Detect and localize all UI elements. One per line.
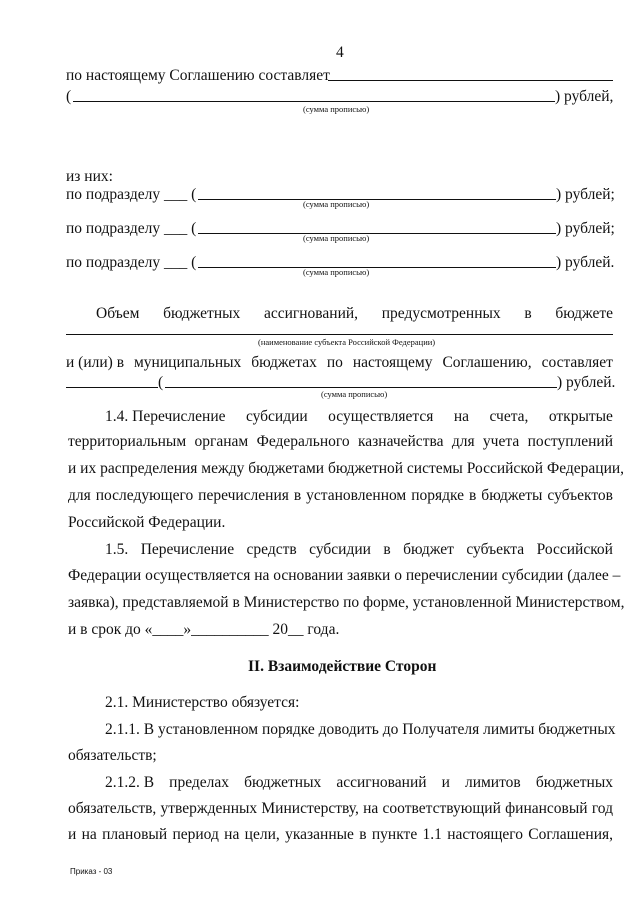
p14-word: счета, — [489, 408, 529, 425]
amount-caption: (сумма прописью) — [303, 104, 370, 114]
region-name-caption: (наименование субъекта Российской Федерации) — [258, 337, 436, 347]
budget-word: настоящему — [352, 354, 433, 371]
subsection-row-caption: (сумма прописью) — [303, 267, 370, 277]
budget-word: Соглашению, — [442, 354, 532, 371]
p14-line-1 — [105, 408, 613, 426]
p212-word: бюджетных — [244, 774, 322, 791]
p15-word: Российской — [536, 541, 613, 558]
subsection-row-label: по подразделу ___ ( — [66, 186, 197, 203]
p15-word: средств — [246, 541, 297, 558]
p212-word: ассигнований — [336, 774, 427, 791]
budget-word: бюджетных — [163, 305, 241, 322]
budget-word: составляет — [541, 354, 613, 371]
p212-line-2: обязательств, утвержденных Министерству, на соответствующий финансовый год — [68, 800, 613, 817]
p212-line-1 — [105, 774, 613, 792]
subsections-intro: из них: — [66, 168, 113, 185]
p15-word: субъекта — [466, 541, 525, 558]
budget-word: муниципальных — [134, 354, 242, 371]
p211-line-1: 2.1.1. В установленном порядке доводить до Получателя лимиты бюджетных — [105, 721, 616, 738]
subsection-row-label: по подразделу ___ ( — [66, 254, 197, 271]
p15-line-3: заявка), представляемой в Министерство по форме, установленной Министерством, — [68, 594, 625, 611]
p15-word: бюджет — [403, 541, 454, 558]
subsection-row-caption: (сумма прописью) — [303, 199, 370, 209]
p212-word: бюджетных — [535, 774, 613, 791]
p212-line-3: и на плановый период на цели, указанные в пункте 1.1 настоящего Соглашения, — [68, 826, 613, 843]
p14-line-3: и их распределения между бюджетами бюджетной системы Российской Федерации, — [68, 460, 625, 477]
budget-line-1 — [96, 305, 613, 323]
p14-word: открытые — [548, 408, 613, 425]
budget-word: Объем — [96, 305, 140, 322]
budget-word: предусмотренных — [381, 305, 501, 322]
budget-sum-rule — [165, 387, 557, 388]
budget-word: в — [524, 305, 532, 322]
amount-sum-rule — [73, 101, 555, 102]
amount-line-label: по настоящему Соглашению составляет — [66, 67, 330, 84]
subsection-row-rule — [198, 199, 556, 200]
p15-line-4: и в срок до «____»__________ 20__ года. — [68, 621, 340, 638]
p14-line-2: территориальным органам Федерального казначейства для учета поступлений — [68, 433, 613, 450]
subsection-row-rule — [198, 233, 556, 234]
region-name-rule — [66, 334, 613, 335]
budget-prefix-rule — [66, 387, 158, 388]
section-heading: II. Взаимодействие Сторон — [248, 658, 437, 675]
page-number: 4 — [336, 44, 344, 61]
amount-open-paren: ( — [66, 88, 72, 105]
amount-close: ) рублей, — [555, 88, 614, 105]
budget-word: и (или) в — [66, 354, 125, 371]
p15-word: субсидии — [309, 541, 371, 558]
p212-word: лимитов — [464, 774, 521, 791]
p15-word: Перечисление — [140, 541, 235, 558]
p21-text: 2.1. Министерство обязуется: — [105, 694, 300, 711]
budget-word: ассигнований, — [263, 305, 359, 322]
amount-blank-rule — [328, 80, 613, 81]
budget-line-2 — [66, 354, 613, 372]
subsection-row-close: ) рублей; — [556, 186, 615, 203]
budget-word: бюджетах — [251, 354, 317, 371]
p14-word: субсидии — [245, 408, 308, 425]
budget-close: ) рублей. — [557, 374, 616, 391]
subsection-row-close: ) рублей; — [556, 220, 615, 237]
p14-word: 1.4. Перечисление — [105, 408, 226, 425]
p212-word: и — [441, 774, 450, 791]
subsection-row-close: ) рублей. — [556, 254, 615, 271]
subsection-row-label: по подразделу ___ ( — [66, 220, 197, 237]
footer-label: Приказ - 03 — [70, 867, 113, 876]
p212-word: пределах — [169, 774, 230, 791]
p14-word: на — [453, 408, 470, 425]
p15-line-2: Федерации осуществляется на основании заявки о перечислении субсидии (далее – — [68, 567, 621, 584]
p211-line-2: обязательств; — [68, 747, 157, 764]
p15-word: в — [383, 541, 391, 558]
subsection-row-rule — [198, 267, 556, 268]
p14-line-5: Российской Федерации. — [68, 514, 226, 531]
budget-word: по — [326, 354, 343, 371]
p15-word: 1.5. — [105, 541, 129, 558]
p15-line-1 — [105, 541, 613, 559]
budget-sum-caption: (сумма прописью) — [321, 389, 388, 399]
subsection-row-caption: (сумма прописью) — [303, 233, 370, 243]
p14-word: осуществляется — [328, 408, 434, 425]
budget-open-paren: ( — [158, 374, 164, 391]
p14-line-4: для последующего перечисления в установленном порядке в бюджеты субъектов — [68, 487, 613, 504]
p212-word: 2.1.2. В — [105, 774, 155, 791]
budget-word: бюджете — [555, 305, 613, 322]
